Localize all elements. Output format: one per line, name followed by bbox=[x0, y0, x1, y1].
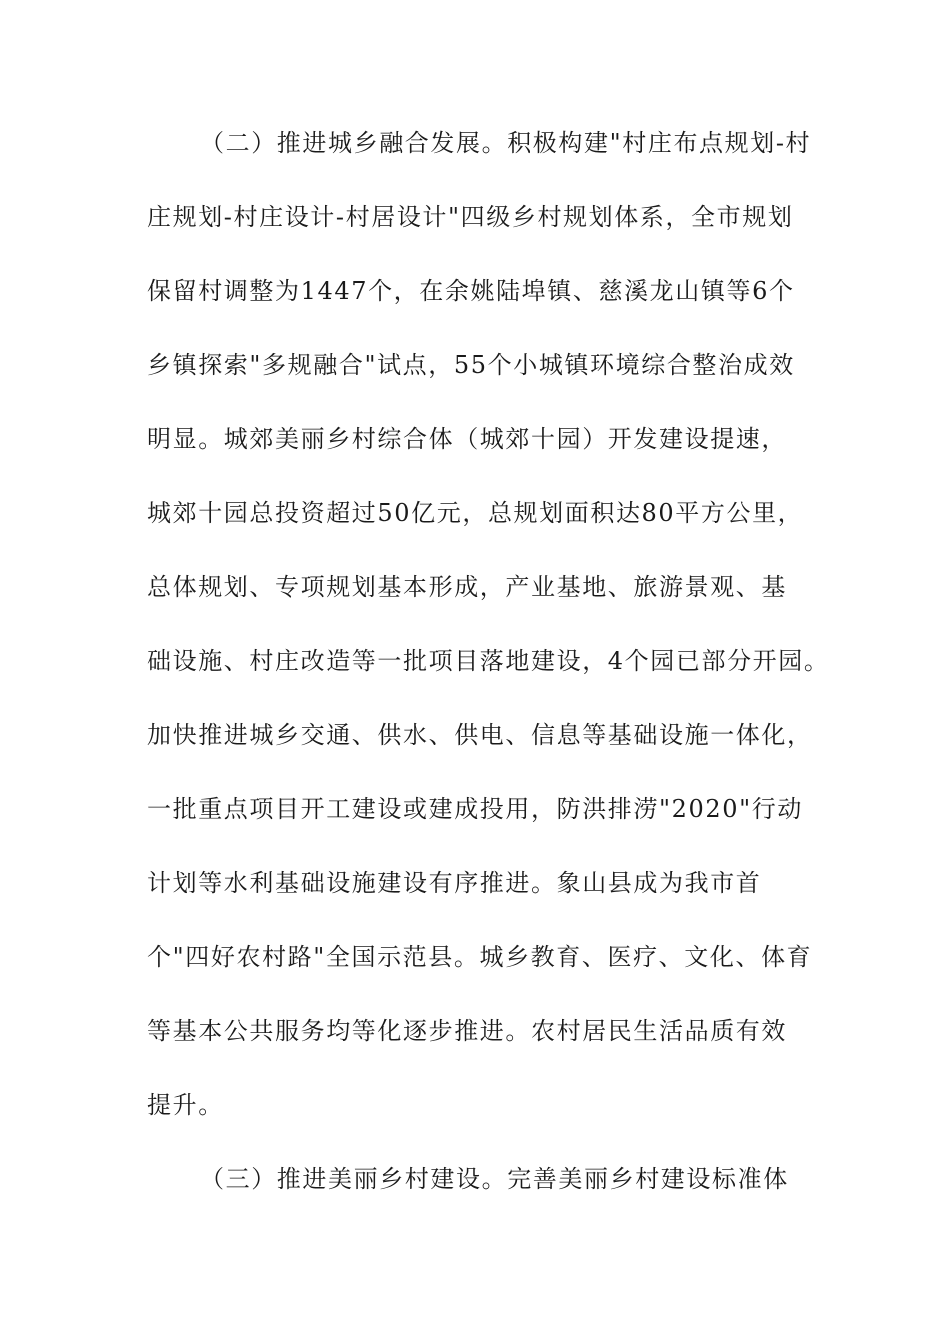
paragraph-2-line-5: 明显。城郊美丽乡村综合体（城郊十园）开发建设提速， bbox=[147, 425, 787, 453]
paragraph-2-line-12: 个"四好农村路"全国示范县。城乡教育、医疗、文化、体育 bbox=[147, 943, 813, 971]
paragraph-2-line-8: 础设施、村庄改造等一批项目落地建设，4个园已部分开园。 bbox=[147, 647, 830, 675]
paragraph-2-line-1: （二）推进城乡融合发展。积极构建"村庄布点规划-村 bbox=[200, 129, 812, 157]
paragraph-2-line-7: 总体规划、专项规划基本形成，产业基地、旅游景观、基 bbox=[147, 573, 787, 601]
paragraph-2-line-14: 提升。 bbox=[147, 1091, 224, 1119]
paragraph-2-line-13: 等基本公共服务均等化逐步推进。农村居民生活品质有效 bbox=[147, 1017, 787, 1045]
paragraph-2-line-6: 城郊十园总投资超过50亿元，总规划面积达80平方公里， bbox=[147, 499, 804, 527]
paragraph-2-line-3: 保留村调整为1447个，在余姚陆埠镇、慈溪龙山镇等6个 bbox=[147, 277, 795, 305]
paragraph-2-line-11: 计划等水利基础设施建设有序推进。象山县成为我市首 bbox=[147, 869, 762, 897]
paragraph-2-line-9: 加快推进城乡交通、供水、供电、信息等基础设施一体化， bbox=[147, 721, 813, 749]
paragraph-2-line-2: 庄规划-村庄设计-村居设计"四级乡村规划体系，全市规划 bbox=[147, 203, 794, 231]
paragraph-2-line-10: 一批重点项目开工建设或建成投用，防洪排涝"2020"行动 bbox=[147, 795, 803, 823]
paragraph-2-line-4: 乡镇探索"多规融合"试点，55个小城镇环境综合整治成效 bbox=[147, 351, 795, 379]
paragraph-3-line-1: （三）推进美丽乡村建设。完善美丽乡村建设标准体 bbox=[200, 1165, 789, 1193]
